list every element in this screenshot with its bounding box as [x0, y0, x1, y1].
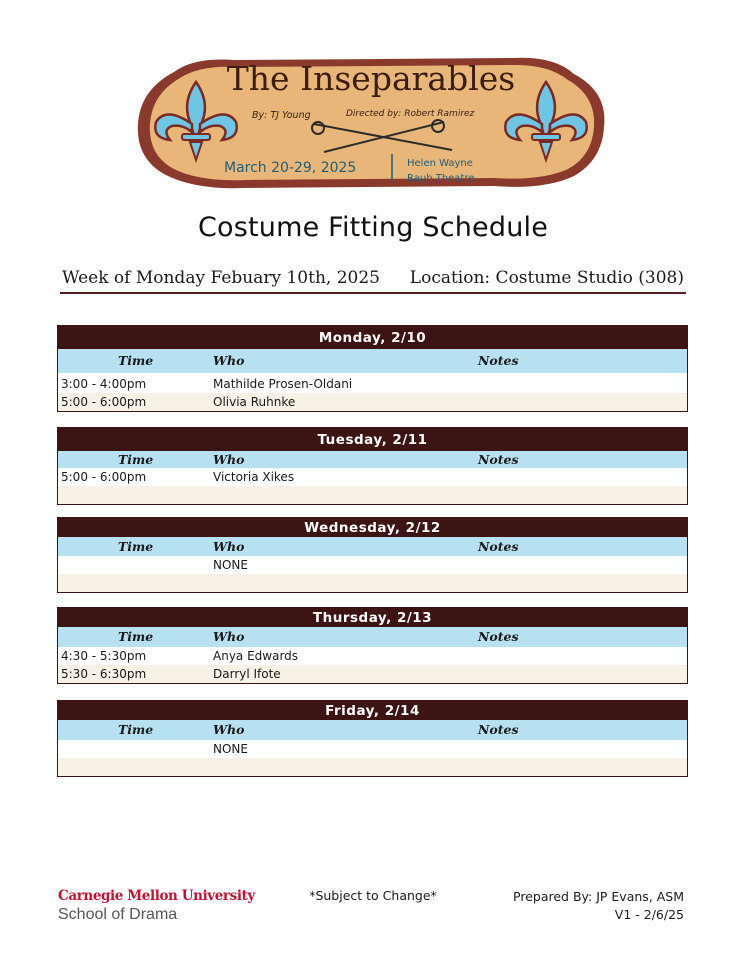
- row-who: Mathilde Prosen-Oldani: [213, 377, 353, 391]
- document-title: Costume Fitting Schedule: [197, 212, 549, 243]
- col-time: Time: [118, 629, 154, 644]
- table-row: [58, 647, 687, 665]
- column-header-row: [58, 451, 687, 468]
- col-who: Who: [213, 353, 245, 368]
- week-label: Week of Monday Febuary 10th, 2025: [62, 268, 380, 288]
- row-who: Olivia Ruhnke: [213, 395, 296, 409]
- row-time: 5:00 - 6:00pm: [61, 395, 147, 409]
- banner-venue-line1: Helen Wayne: [407, 158, 473, 169]
- table-row: [58, 468, 687, 486]
- day-header: Friday, 2/14: [57, 700, 688, 720]
- day-header: Wednesday, 2/12: [57, 517, 688, 537]
- col-who: Who: [213, 539, 245, 554]
- university-name: Carnegie Mellon University: [58, 888, 255, 904]
- table-row: [58, 758, 687, 776]
- day-header: Thursday, 2/13: [57, 607, 688, 627]
- banner-director: Directed by: Robert Ramirez: [346, 109, 475, 119]
- row-who: NONE: [213, 558, 248, 572]
- banner-title: The Inseparables: [226, 59, 516, 98]
- table-row: [58, 740, 687, 758]
- row-time: 4:30 - 5:30pm: [61, 649, 147, 663]
- week-location-row: [60, 266, 686, 294]
- col-who: Who: [213, 452, 245, 467]
- col-notes: Notes: [478, 353, 519, 368]
- row-time: 5:30 - 6:30pm: [61, 667, 147, 681]
- subject-to-change-text: *Subject to Change*: [309, 888, 437, 903]
- col-time: Time: [118, 539, 154, 554]
- col-time: Time: [118, 452, 154, 467]
- row-who: Victoria Xikes: [213, 470, 295, 484]
- col-time: Time: [118, 722, 154, 737]
- row-who: NONE: [213, 742, 248, 756]
- prepared-by-block: [513, 888, 684, 924]
- version-label: V1 - 2/6/25: [614, 907, 684, 922]
- table-row: [58, 665, 687, 683]
- column-header-row: [58, 537, 687, 556]
- row-time: 5:00 - 6:00pm: [61, 470, 147, 484]
- day-header: Monday, 2/10: [57, 325, 688, 349]
- banner-author: By: TJ Young: [252, 110, 311, 121]
- column-header-row: [58, 349, 687, 373]
- table-row: [58, 556, 687, 574]
- col-who: Who: [213, 629, 245, 644]
- col-notes: Notes: [478, 629, 519, 644]
- row-time: 3:00 - 4:00pm: [61, 377, 147, 391]
- col-time: Time: [118, 353, 154, 368]
- row-who: Anya Edwards: [213, 649, 299, 663]
- table-row: [58, 486, 687, 504]
- row-who: Darryl Ifote: [213, 667, 281, 681]
- school-name: School of Drama: [58, 906, 178, 923]
- column-header-row: [58, 720, 687, 740]
- day-block-tuesday: [57, 427, 688, 505]
- column-header-row: [58, 627, 687, 647]
- day-header: Tuesday, 2/11: [57, 427, 688, 451]
- col-notes: Notes: [478, 722, 519, 737]
- show-banner: [134, 52, 608, 192]
- banner-venue-line2: Rauh Theatre: [407, 173, 475, 184]
- col-who: Who: [213, 722, 245, 737]
- col-notes: Notes: [478, 452, 519, 467]
- col-notes: Notes: [478, 539, 519, 554]
- day-block-wednesday: [57, 517, 688, 593]
- table-row: [58, 574, 687, 592]
- prepared-by: Prepared By: JP Evans, ASM: [513, 889, 684, 904]
- location-label: Location: Costume Studio (308): [409, 268, 684, 288]
- banner-dates: March 20-29, 2025: [224, 160, 357, 176]
- table-row: [58, 375, 687, 393]
- day-block-friday: [57, 700, 688, 777]
- table-row: [58, 393, 687, 411]
- day-block-thursday: [57, 607, 688, 684]
- day-block-monday: [57, 325, 688, 412]
